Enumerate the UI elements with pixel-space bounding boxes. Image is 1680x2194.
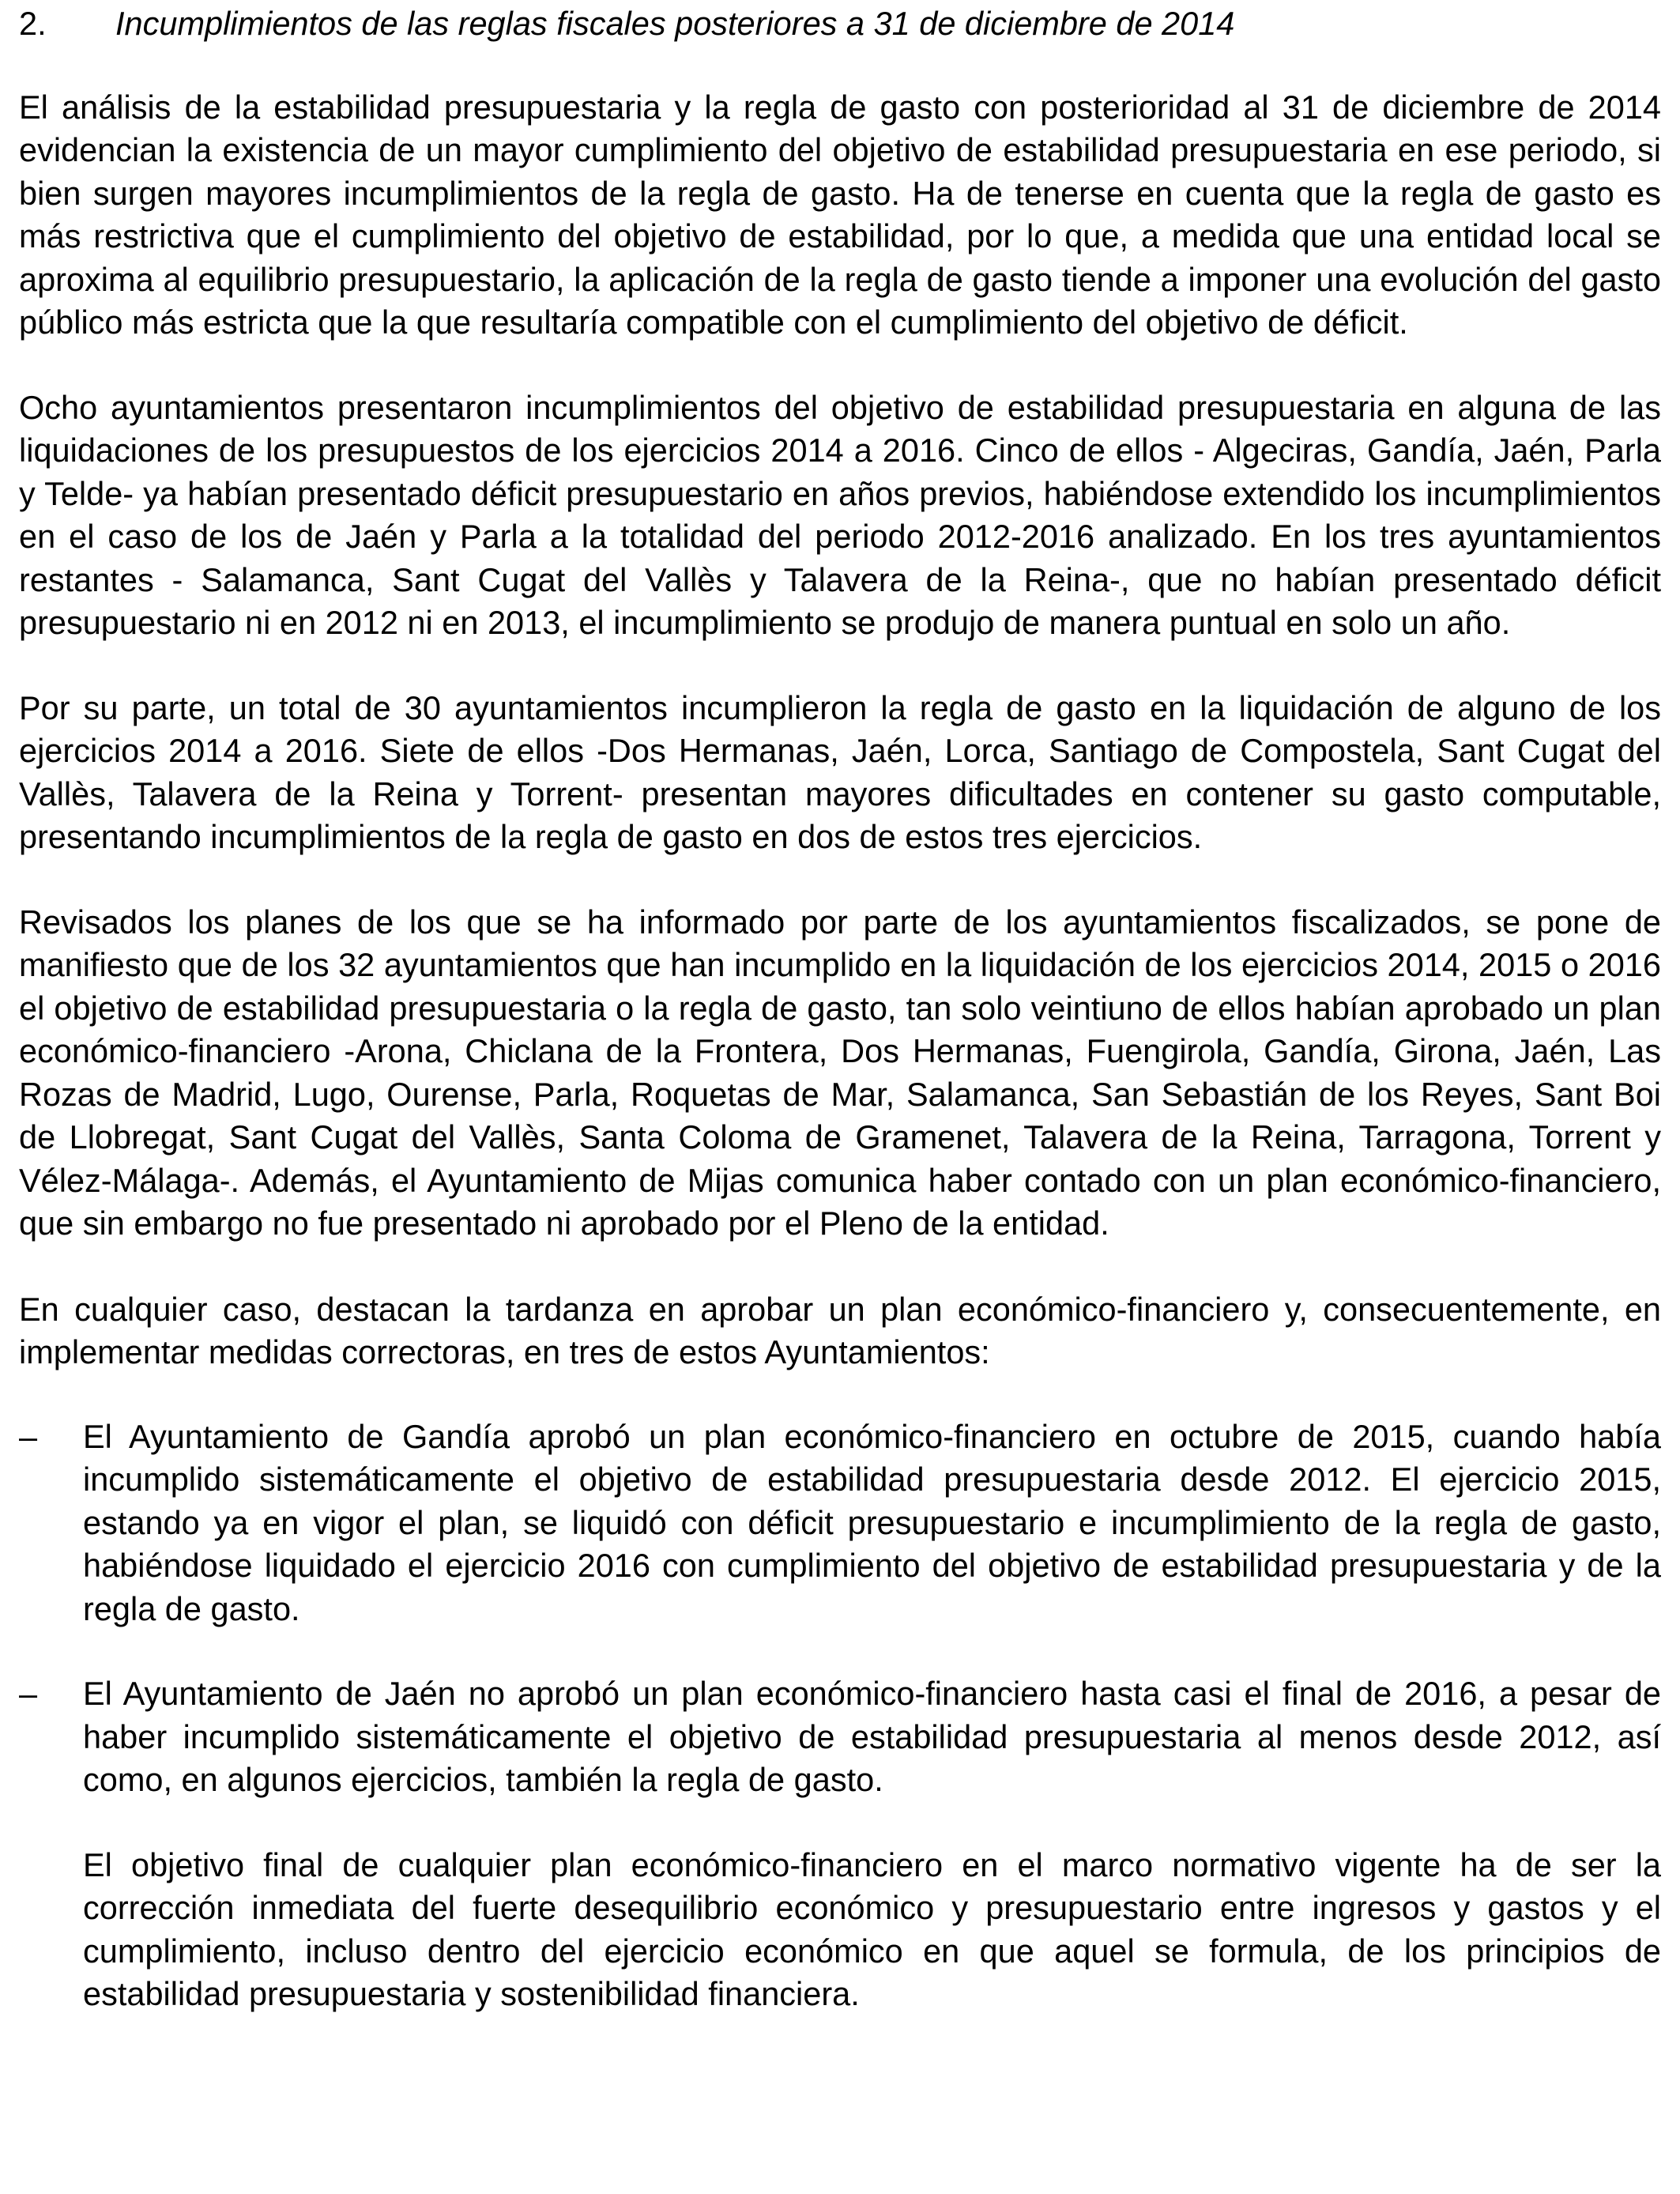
- paragraph-plans: Revisados los planes de los que se ha informado por parte de los ayuntamientos fiscalizados, se pone de manifiesto que de los 32 ayuntamientos que han incumplido en la liquidación de los ejercicios 2014, 2015 o 2016 el objetivo de estabilidad presupuestaria o la regla de gasto, tan solo veintiuno de ellos habían aprobado un plan económico-financiero -Arona, Chiclana de la Frontera, Dos Hermanas, Fuengirola, Gandía, Girona, Jaén, Las Rozas de Madrid, Lugo, Ourense, Parla, Roquetas de Mar, Salamanca, San Sebastián de los Reyes, Sant Boi de Llobregat, Sant Cugat del Vallès, Santa Coloma de Gramenet, Talavera de la Reina, Tarragona, Torrent y Vélez-Málaga-. Además, el Ayuntamiento de Mijas comunica haber contado con un plan económico-financiero, que sin embargo no fue presentado ni aprobado por el Pleno de la entidad.: [19, 903, 1661, 1242]
- paragraph-spending-rule: Por su parte, un total de 30 ayuntamientos incumplieron la regla de gasto en la liquidación de alguno de los ejercicios 2014 a 2016. Siete de ellos -Dos Hermanas, Jaén, Lorca, Santiago de Compostela, Sant Cugat del Vallès, Talavera de la Reina y Torrent- presentan mayores dificultades en contener su gasto computable, presentando incumplimientos de la regla de gasto en dos de estos tres ejercicios.: [19, 688, 1661, 855]
- paragraph-intro: El análisis de la estabilidad presupuestaria y la regla de gasto con posterioridad al 31 de diciembre de 2014 evidencian la existencia de un mayor cumplimiento del objetivo de estabilidad presupuestaria en ese periodo, si bien surgen mayores incumplimientos de la regla de gasto. Ha de tenerse en cuenta que la regla de gasto es más restrictiva que el cumplimiento del objetivo de estabilidad, por lo que, a medida que una entidad local se aproxima al equilibrio presupuestario, la aplicación de la regla de gasto tiende a imponer una evolución del gasto público más estricta que la que resultaría compatible con el cumplimiento del objetivo de déficit.: [19, 88, 1661, 341]
- section-heading: [19, 0, 1661, 46]
- paragraph-stability: Ocho ayuntamientos presentaron incumplimientos del objetivo de estabilidad presupuestaria en alguna de las liquidaciones de los presupuestos de los ejercicios 2014 a 2016. Cinco de ellos - Algeciras, Gandía, Jaén, Parla y Telde- ya habían presentado déficit presupuestario en años previos, habiéndose extendido los incumplimientos en el caso de los de Jaén y Parla a la totalidad del periodo 2012-2016 analizado. En los tres ayuntamientos restantes - Salamanca, Sant Cugat del Vallès y Talavera de la Reina-, que no habían presentado déficit presupuestario ni en 2012 ni en 2013, el incumplimiento se produjo de manera puntual en solo un año.: [19, 388, 1661, 641]
- list-item: [19, 1416, 1661, 1631]
- dash-bullet: –: [19, 1417, 38, 1455]
- paragraph-objective: El objetivo final de cualquier plan económico-financiero en el marco normativo vigente ha de ser la corrección inmediata del fuerte desequilibrio económico y presupuestario entre ingresos y gastos y el cumplimiento, incluso dentro del ejercicio económico en que aquel se formula, de los principios de estabilidad presupuestaria y sostenibilidad financiera.: [83, 1845, 1661, 2012]
- list-item-text: El Ayuntamiento de Jaén no aprobó un plan económico-financiero hasta casi el final de 2016, a pesar de haber incumplido sistemáticamente el objetivo de estabilidad presupuestaria al menos desde 2012, así como, en algunos ejercicios, también la regla de gasto.: [83, 1675, 1661, 1798]
- paragraph-delays: En cualquier caso, destacan la tardanza en aprobar un plan económico-financiero y, consecuentemente, en implementar medidas correctoras, en tres de estos Ayuntamientos:: [19, 1290, 1661, 1370]
- section-title: Incumplimientos de las reglas fiscales posteriores a 31 de diciembre de 2014: [115, 5, 1235, 42]
- document-page: [19, 0, 1661, 2016]
- list-item-text: El Ayuntamiento de Gandía aprobó un plan económico-financiero en octubre de 2015, cuando había incumplido sistemáticamente el objetivo de estabilidad presupuestaria desde 2012. El ejercicio 2015, estando ya en vigor el plan, se liquidó con déficit presupuestario e incumplimiento de la regla de gasto, habiéndose liquidado el ejercicio 2016 con cumplimiento del objetivo de estabilidad presupuestaria y de la regla de gasto.: [83, 1417, 1661, 1627]
- section-number: 2.: [19, 5, 47, 42]
- dash-bullet: –: [19, 1675, 38, 1712]
- bullet-list: [19, 1416, 1661, 1802]
- list-item: [19, 1672, 1661, 1802]
